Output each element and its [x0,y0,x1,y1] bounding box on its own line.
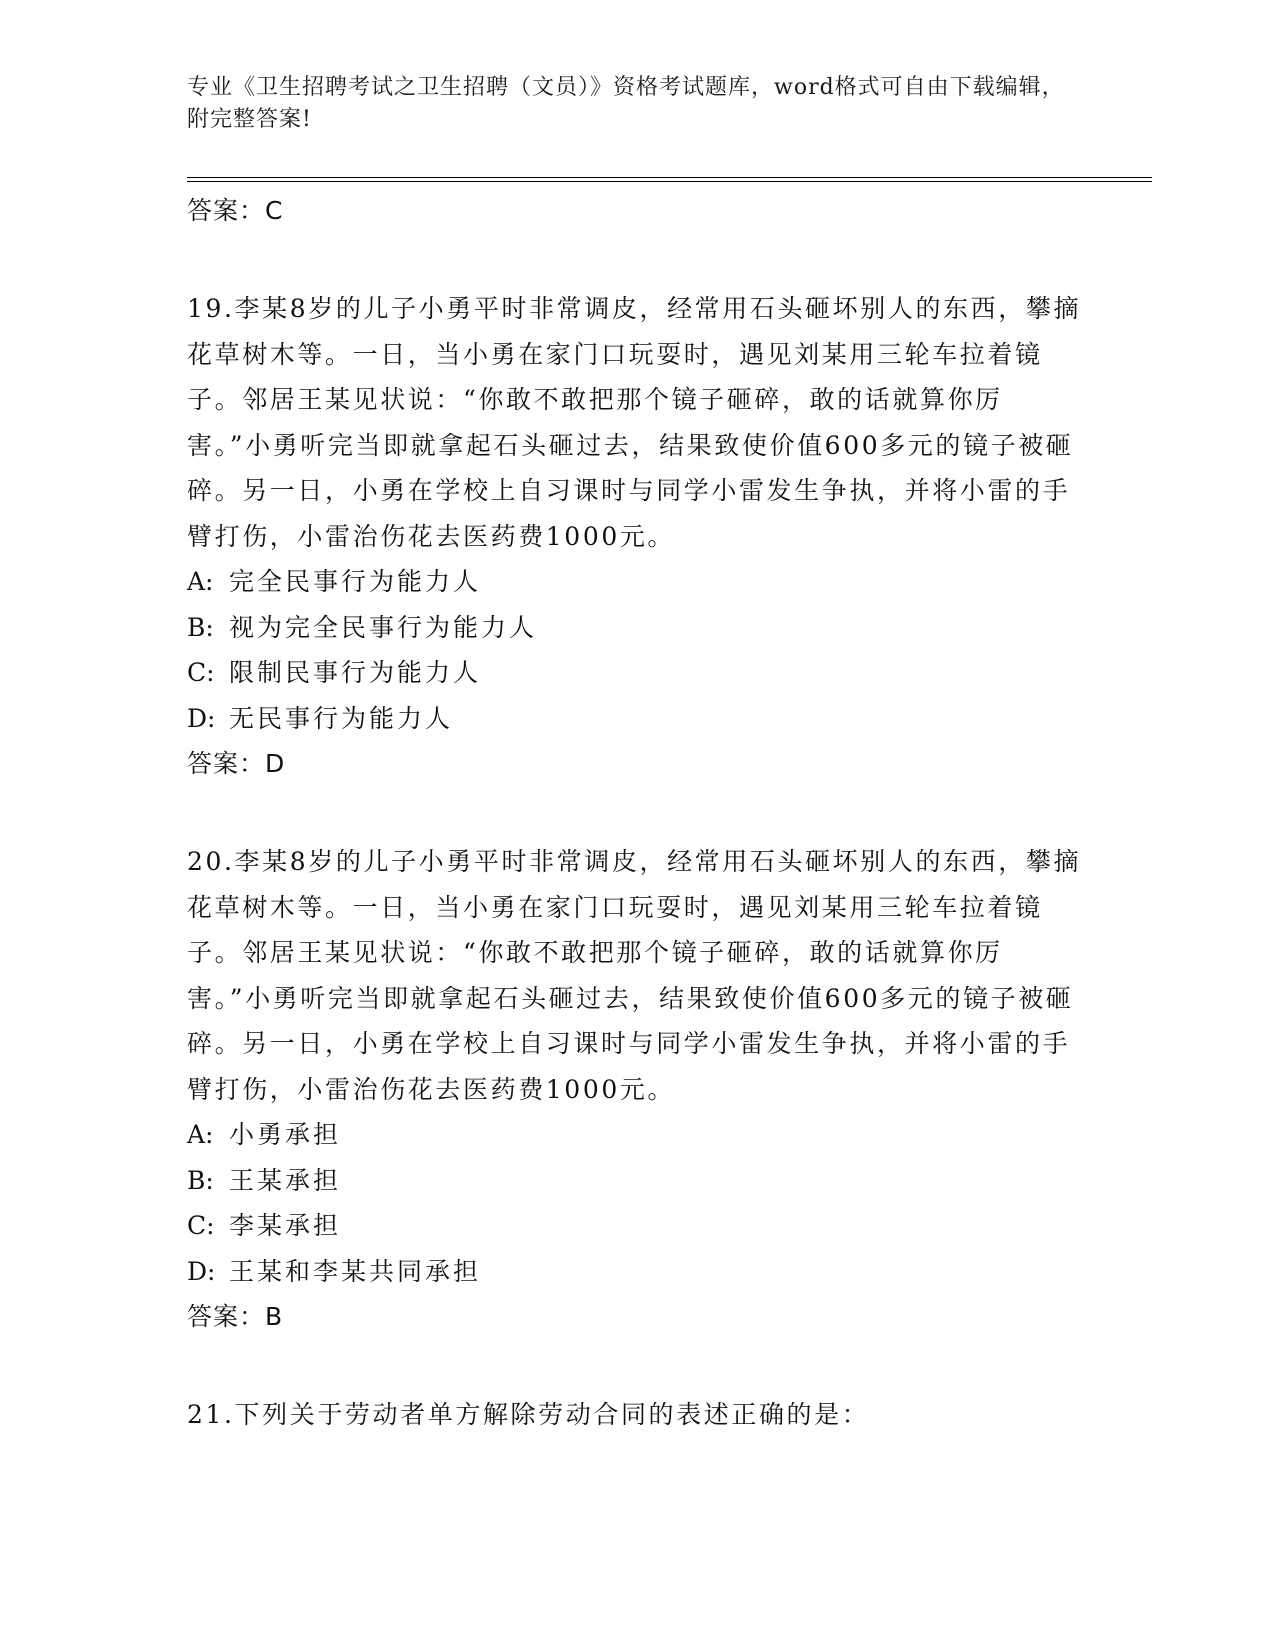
answer: 答案：D [187,749,286,778]
option-key: B: [187,612,214,642]
option-b [187,1158,1087,1204]
option-text: 完全民事行为能力人 [229,567,482,596]
document-body [187,188,1087,1438]
question-19 [187,286,1087,787]
question-21 [187,1392,1087,1438]
question-stem: 19.李某8岁的儿子小勇平时非常调皮，经常用石头砸坏别人的东西，攀摘花草树木等。一日，当小勇在家门口玩耍时，遇见刘某用三轮车拉着镜子。邻居王某见状说：“你敢不敢把那个镜子砸碎，敢的话就算你厉害。”小勇听完当即就拿起石头砸过去，结果致使价值600多元的镜子被砸碎。另一日，小勇在学校上自习课时与同学小雷发生争执，并将小雷的手臂打伤，小雷治伤花去医药费1000元。 [187,294,1082,551]
option-key: C: [187,1211,215,1240]
option-key: B: [187,1165,214,1195]
previous-answer: 答案：C [187,196,284,225]
option-text: 限制民事行为能力人 [229,658,482,687]
option-key: A: [187,1120,214,1149]
option-c [187,1203,1087,1249]
option-text: 王某和李某共同承担 [229,1256,482,1286]
question-stem: 20.李某8岁的儿子小勇平时非常调皮，经常用石头砸坏别人的东西，攀摘花草树木等。一日，当小勇在家门口玩耍时，遇见刘某用三轮车拉着镜子。邻居王某见状说：“你敢不敢把那个镜子砸碎，敢的话就算你厉害。”小勇听完当即就拿起石头砸过去，结果致使价值600多元的镜子被砸碎。另一日，小勇在学校上自习课时与同学小雷发生争执，并将小雷的手臂打伤，小雷治伤花去医药费1000元。 [187,847,1082,1104]
option-d [187,1249,1087,1295]
header-divider [187,177,1152,182]
option-text: 李某承担 [229,1211,342,1240]
option-key: A: [187,567,214,596]
option-b [187,605,1087,651]
option-c [187,650,1087,696]
question-20 [187,839,1087,1340]
question-stem: 21.下列关于劳动者单方解除劳动合同的表述正确的是： [187,1400,870,1429]
document-header: 专业《卫生招聘考试之卫生招聘（文员）》资格考试题库，word格式可自由下载编辑，附完整答案! [187,75,1065,132]
option-d [187,696,1087,742]
option-text: 无民事行为能力人 [229,703,454,733]
option-a [187,1112,1087,1158]
option-a [187,559,1087,605]
option-key: D: [187,703,216,733]
option-text: 视为完全民事行为能力人 [229,612,538,642]
answer: 答案：B [187,1302,284,1331]
option-key: D: [187,1256,216,1286]
option-text: 王某承担 [229,1165,342,1195]
option-text: 小勇承担 [229,1120,342,1149]
option-key: C: [187,658,215,687]
